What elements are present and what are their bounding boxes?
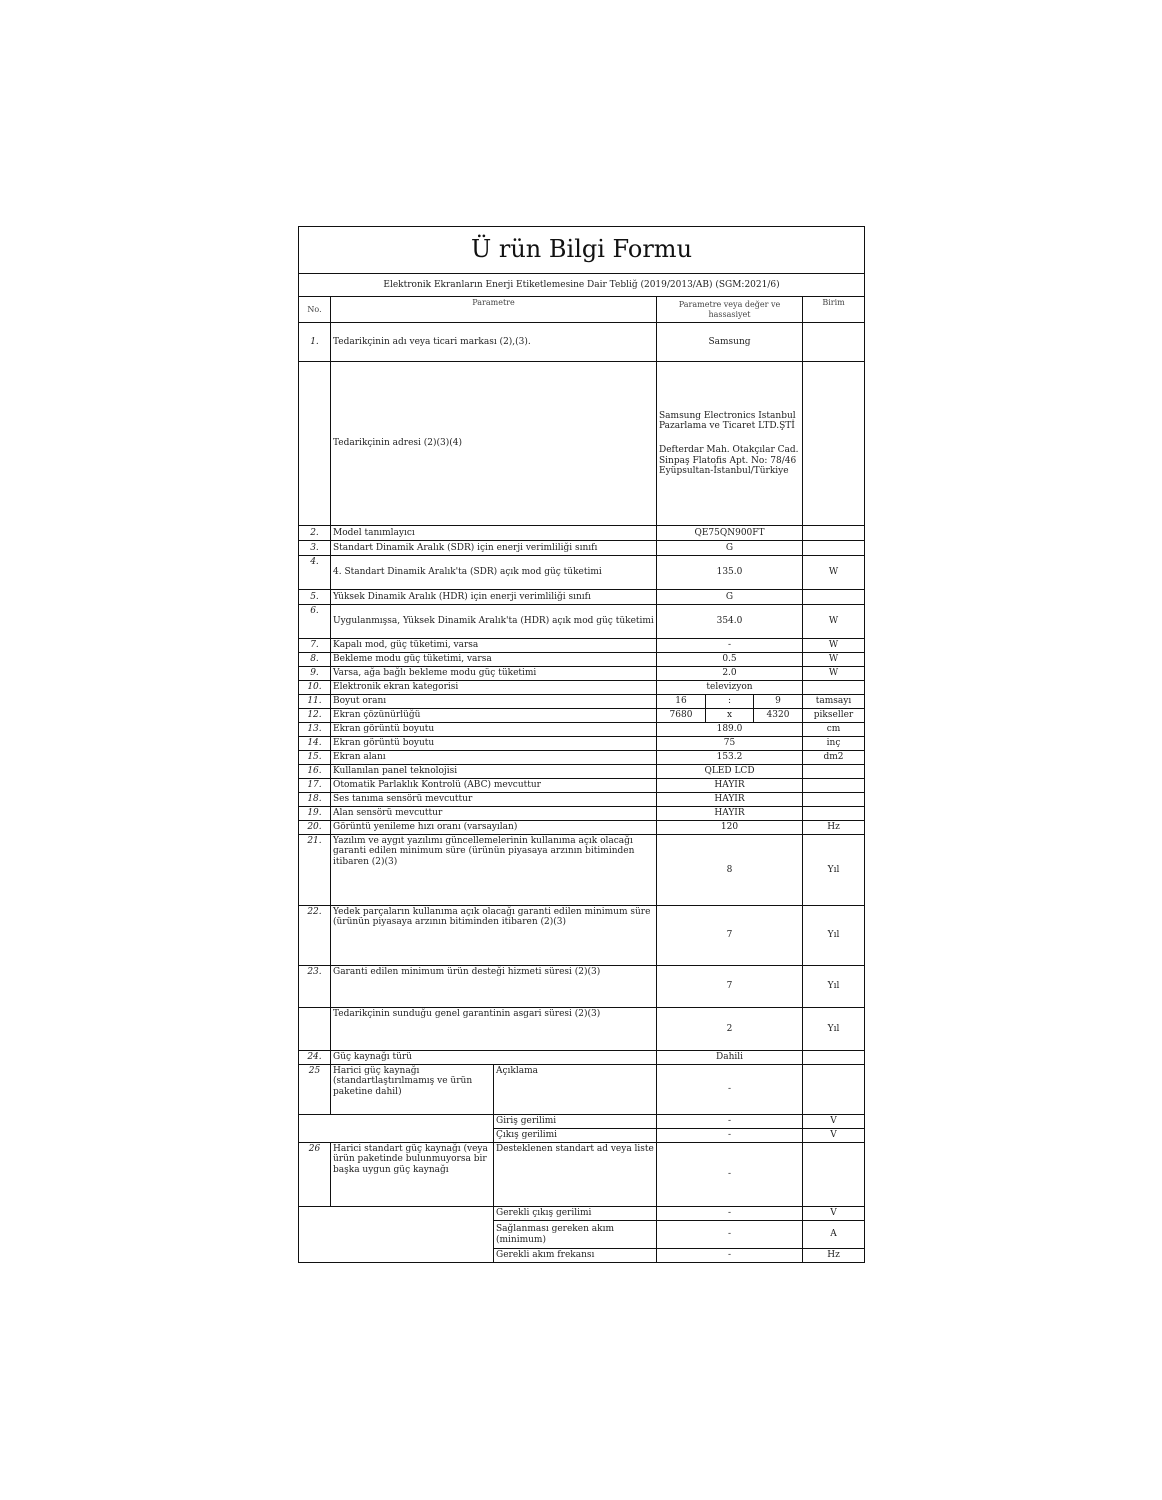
table-row [299,807,865,821]
row-value: - [657,1143,803,1207]
address-line: Samsung Electronics Istanbul [659,410,796,421]
row-value: QLED LCD [657,765,803,779]
row-subparameter: Gerekli çıkış gerilimi [494,1207,657,1221]
row-number: 22. [299,906,331,966]
row-number: 13. [299,723,331,737]
row-number: 18. [299,793,331,807]
row-number: 23. [299,966,331,1008]
row-value: - [657,1115,803,1129]
table-row [299,681,865,695]
row-value: HAYIR [657,779,803,793]
row-unit [803,526,865,541]
row-number: 21. [299,835,331,906]
row-unit [803,765,865,779]
row-unit [803,323,865,362]
table-row [299,723,865,737]
row-number: 26 [299,1143,331,1207]
row-number: 11. [299,695,331,709]
row-number: 8. [299,653,331,667]
row-unit: Yıl [803,906,865,966]
row-value: G [657,541,803,556]
row-number [299,362,331,526]
table-row [299,695,865,709]
row-unit: V [803,1207,865,1221]
row-unit [803,1143,865,1207]
table-row [299,556,865,590]
address-line: Pazarlama ve Ticaret LTD.ŞTİ [659,420,795,431]
row-unit [803,541,865,556]
row-number: 15. [299,751,331,765]
table-row [299,966,865,1008]
header-unit: Birim [803,297,865,323]
row-unit: dm2 [803,751,865,765]
table-row [299,1207,865,1221]
row-subparameter: Giriş gerilimi [494,1115,657,1129]
row-number: 14. [299,737,331,751]
row-unit: W [803,639,865,653]
row-number: 20. [299,821,331,835]
row-unit [803,1051,865,1065]
row-number: 19. [299,807,331,821]
row-unit: Yıl [803,966,865,1008]
ratio-width: 16 [657,695,706,709]
row-parameter: Tedarikçinin adı veya ticari markası (2),(3). [331,323,657,362]
row-parameter: Otomatik Parlaklık Kontrolü (ABC) mevcuttur [331,779,657,793]
row-unit [803,793,865,807]
row-number: 12. [299,709,331,723]
table-row [299,793,865,807]
row-unit: Hz [803,1249,865,1263]
row-value: 75 [657,737,803,751]
row-number: 16. [299,765,331,779]
ratio-separator: : [706,695,754,709]
row-unit: W [803,653,865,667]
row-unit [803,807,865,821]
row-parameter: Standart Dinamik Aralık (SDR) için enerji verimliliği sınıfı [331,541,657,556]
row-subparameter: Açıklama [494,1065,657,1115]
row-number: 17. [299,779,331,793]
row-number [299,1008,331,1051]
row-parameter: Model tanımlayıcı [331,526,657,541]
row-value: 189.0 [657,723,803,737]
row-number: 6. [299,605,331,639]
row-value: Samsung [657,323,803,362]
row-parameter: Yedek parçaların kullanıma açık olacağı garanti edilen minimum süre (ürünün piyasaya arzının bitiminden itibaren (2)(3) [331,906,657,966]
row-value: HAYIR [657,807,803,821]
table-row [299,709,865,723]
form-title: Ü rün Bilgi Formu [299,227,865,274]
row-parameter: Kullanılan panel teknolojisi [331,765,657,779]
table-row [299,1065,865,1115]
row-number: 5. [299,590,331,605]
row-parameter: Görüntü yenileme hızı oranı (varsayılan) [331,821,657,835]
table-row [299,323,865,362]
row-value: - [657,1221,803,1249]
resolution-separator: x [706,709,754,723]
row-value: QE75QN900FT [657,526,803,541]
row-parameter: Güç kaynağı türü [331,1051,657,1065]
table-row [299,1051,865,1065]
form-subtitle: Elektronik Ekranların Enerji Etiketlemesine Dair Tebliğ (2019/2013/AB) (SGM:2021/6) [299,274,865,297]
row-value: 354.0 [657,605,803,639]
row-parameter: Bekleme modu güç tüketimi, varsa [331,653,657,667]
table-row [299,590,865,605]
row-unit [803,590,865,605]
row-unit: Hz [803,821,865,835]
row-number: 24. [299,1051,331,1065]
row-value: - [657,1065,803,1115]
row-value: - [657,1129,803,1143]
table-row [299,541,865,556]
row-value: 0.5 [657,653,803,667]
row-parameter: Kapalı mod, güç tüketimi, varsa [331,639,657,653]
row-value: 153.2 [657,751,803,765]
row-value: 7 [657,966,803,1008]
row-number: 1. [299,323,331,362]
row-parameter: Garanti edilen minimum ürün desteği hizmeti süresi (2)(3) [331,966,657,1008]
row-value: - [657,1249,803,1263]
row-unit: tamsayı [803,695,865,709]
row-parameter: Tedarikçinin sunduğu genel garantinin asgari süresi (2)(3) [331,1008,657,1051]
table-row [299,639,865,653]
address-line: Eyüpsultan-İstanbul/Türkiye [659,466,789,477]
row-number: 3. [299,541,331,556]
product-info-form [298,226,865,1263]
row-parameter: Alan sensörü mevcuttur [331,807,657,821]
row-unit: W [803,605,865,639]
row-parameter: Varsa, ağa bağlı bekleme modu güç tüketimi [331,667,657,681]
table-row [299,605,865,639]
row-value: 8 [657,835,803,906]
table-row [299,906,865,966]
row-subparameter: Gerekli akım frekansı [494,1249,657,1263]
blank-cell [299,1115,494,1143]
row-value: 135.0 [657,556,803,590]
table-row [299,362,865,526]
row-value: - [657,1207,803,1221]
row-subparameter: Sağlanması gereken akım (minimum) [494,1221,657,1249]
table-row [299,667,865,681]
row-value: 2.0 [657,667,803,681]
row-parameter: Boyut oranı [331,695,657,709]
row-unit [803,681,865,695]
row-unit: V [803,1115,865,1129]
row-parameter: Elektronik ekran kategorisi [331,681,657,695]
table-row [299,737,865,751]
row-value: 7 [657,906,803,966]
row-parameter: Ekran görüntü boyutu [331,723,657,737]
row-unit: W [803,556,865,590]
supplier-address [657,362,803,526]
resolution-height: 4320 [754,709,803,723]
row-unit: V [803,1129,865,1143]
row-number: 7. [299,639,331,653]
row-parameter: Uygulanmışsa, Yüksek Dinamik Aralık'ta (HDR) açık mod güç tüketimi [331,605,657,639]
blank-cell [299,1207,494,1263]
row-subparameter: Desteklenen standart ad veya liste [494,1143,657,1207]
row-unit [803,779,865,793]
row-number: 2. [299,526,331,541]
row-value: Dahili [657,1051,803,1065]
row-parameter: Tedarikçinin adresi (2)(3)(4) [331,362,657,526]
ratio-height: 9 [754,695,803,709]
header-parameter: Parametre [331,297,657,323]
table-row [299,1008,865,1051]
row-parameter: Harici standart güç kaynağı (veya ürün paketinde bulunmuyorsa bir başka uygun güç kaynağı [331,1143,494,1207]
row-number: 10. [299,681,331,695]
row-number: 9. [299,667,331,681]
row-unit: W [803,667,865,681]
address-line: Sinpaş Flatofis Apt. No: 78/46 [659,455,797,466]
row-parameter: Yazılım ve aygıt yazılımı güncellemelerinin kullanıma açık olacağı garanti edilen minimum süre (ürünün piyasaya arzının bitiminden itibaren (2)(3) [331,835,657,906]
row-parameter: Yüksek Dinamik Aralık (HDR) için enerji verimliliği sınıfı [331,590,657,605]
row-parameter: Ekran görüntü boyutu [331,737,657,751]
row-parameter: Ekran çözünürlüğü [331,709,657,723]
row-number: 4. [299,556,331,590]
row-unit: inç [803,737,865,751]
table-row [299,1115,865,1129]
row-unit: pikseller [803,709,865,723]
row-unit: cm [803,723,865,737]
row-parameter: Ses tanıma sensörü mevcuttur [331,793,657,807]
table-row [299,821,865,835]
row-parameter: Harici güç kaynağı (standartlaştırılmamış ve ürün paketine dahil) [331,1065,494,1115]
header-no: No. [299,297,331,323]
table-row [299,835,865,906]
table-row [299,751,865,765]
row-value: 2 [657,1008,803,1051]
row-number: 25 [299,1065,331,1115]
table-row [299,526,865,541]
table-row [299,653,865,667]
table-row [299,1143,865,1207]
row-subparameter: Çıkış gerilimi [494,1129,657,1143]
row-unit [803,362,865,526]
row-value: G [657,590,803,605]
resolution-width: 7680 [657,709,706,723]
row-value: 120 [657,821,803,835]
row-value: HAYIR [657,793,803,807]
row-parameter: Ekran alanı [331,751,657,765]
row-unit: A [803,1221,865,1249]
row-value: televizyon [657,681,803,695]
row-unit [803,1065,865,1115]
header-value: Parametre veya değer ve hassasiyet [657,297,803,323]
row-unit: Yıl [803,1008,865,1051]
row-parameter: 4. Standart Dinamik Aralık'ta (SDR) açık mod güç tüketimi [331,556,657,590]
address-line: Defterdar Mah. Otakçılar Cad. [659,445,799,456]
row-unit: Yıl [803,835,865,906]
table-row [299,779,865,793]
row-value: - [657,639,803,653]
table-row [299,765,865,779]
